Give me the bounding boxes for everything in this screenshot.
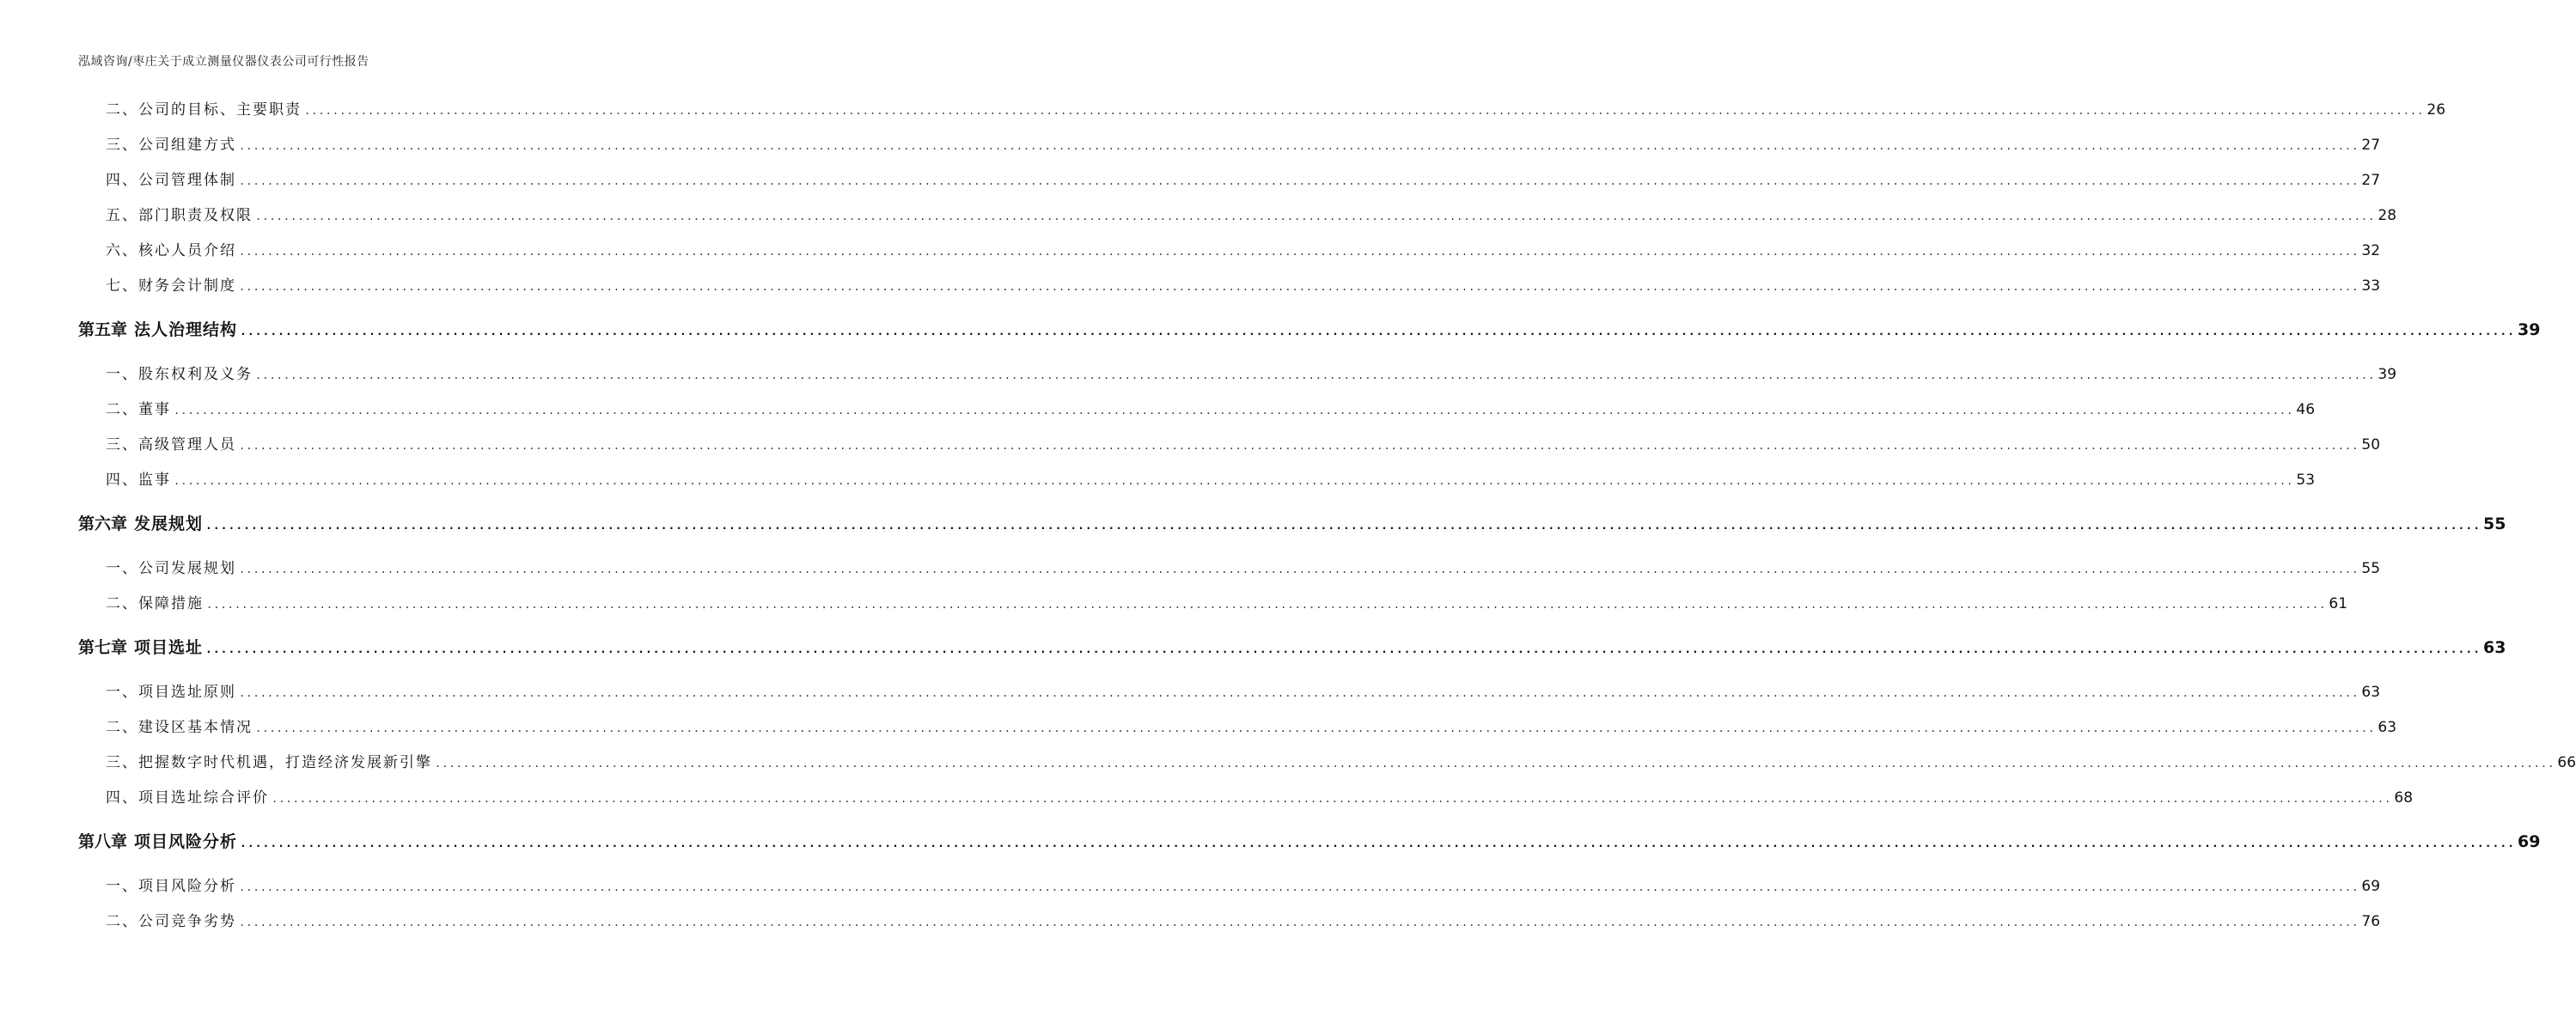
toc-entry-number: 第五章 [78,320,128,339]
toc-entry-number: 二、 [106,913,138,930]
toc-entry-number: 一、 [106,560,138,577]
toc-entry-number: 三、 [106,436,138,454]
toc-section-entry[interactable] [78,909,2381,930]
toc-entry-page: 61 [2329,595,2348,612]
dot-leader: ............................................................................................................................................................................................................................................................................................................ [239,140,2359,152]
toc-entry-page: 33 [2361,277,2381,295]
toc-section-entry[interactable] [78,432,2381,454]
toc-chapter-entry[interactable] [78,317,2541,340]
toc-entry-number: 二、 [106,719,138,736]
toc-entry-number: 四、 [106,789,138,807]
toc-entry-page: 68 [2394,789,2414,807]
dot-leader: ............................................................................................................................................................................................................................................................................................................ [255,369,2376,381]
toc-entry-title: 股东权利及义务 [138,366,253,383]
toc-entry-title: 发展规划 [134,515,204,533]
dot-leader: ............................................................................................................................................................................................................................................................................................................ [272,793,2392,805]
toc-section-entry[interactable] [78,591,2348,612]
toc-section-entry[interactable] [78,238,2381,259]
toc-entry-number: 二、 [106,401,138,418]
toc-chapter-entry[interactable] [78,511,2506,534]
toc-entry-page: 66 [2557,754,2576,771]
toc-entry-title: 保障措施 [138,595,204,612]
toc-entry-title: 监事 [138,472,171,489]
toc-section-entry[interactable] [78,715,2397,736]
dot-leader: ............................................................................................................................................................................................................................................................................................................ [239,563,2359,575]
toc-entry-number: 第八章 [78,832,128,851]
toc-entry-title: 核心人员介绍 [138,242,236,259]
toc-entry-page: 55 [2361,560,2381,577]
toc-entry-number: 二、 [106,101,138,119]
toc-section-entry[interactable] [78,750,2576,771]
toc-entry-page: 28 [2378,207,2397,224]
toc-entry-page: 46 [2296,401,2316,418]
toc-entry-title: 法人治理结构 [134,320,238,339]
toc-entry-number: 一、 [106,878,138,895]
dot-leader: ............................................................................................................................................................................................................................................................................................................ [435,758,2555,770]
toc-entry-page: 69 [2518,832,2541,851]
toc-entry-page: 63 [2378,719,2397,736]
toc-section-entry[interactable] [78,203,2397,224]
toc-entry-number: 第七章 [78,638,128,657]
toc-entry-number: 四、 [106,172,138,189]
toc-entry-page: 69 [2361,878,2381,895]
toc-section-entry[interactable] [78,397,2316,418]
toc-entry-title: 公司发展规划 [138,560,236,577]
toc-section-entry[interactable] [78,874,2381,895]
dot-leader: ............................................................................................................................................................................................................................................................................................................ [239,881,2359,893]
toc-section-entry[interactable] [78,467,2316,489]
toc-entry-title: 部门职责及权限 [138,207,253,224]
toc-entry-title: 财务会计制度 [138,277,236,295]
dot-leader: ............................................................................................................................................................................................................................................................................................................ [240,326,2516,338]
toc-entry-number: 三、 [106,754,138,771]
toc-entry-title: 项目选址原则 [138,684,236,701]
toc-entry-page: 76 [2361,913,2381,930]
toc-entry-title: 项目选址 [134,638,204,657]
toc-entry-number: 一、 [106,684,138,701]
dot-leader: ............................................................................................................................................................................................................................................................................................................ [239,246,2359,258]
toc-entry-title: 高级管理人员 [138,436,236,454]
toc-section-entry[interactable] [78,132,2381,154]
toc-entry-page: 26 [2426,101,2446,119]
toc-section-entry[interactable] [78,556,2381,577]
toc-entry-number: 六、 [106,242,138,259]
dot-leader: ............................................................................................................................................................................................................................................................................................................ [239,175,2359,187]
dot-leader: ............................................................................................................................................................................................................................................................................................................ [174,405,2294,417]
dot-leader: ............................................................................................................................................................................................................................................................................................................ [205,520,2481,533]
toc-section-entry[interactable] [78,679,2381,701]
toc-entry-page: 53 [2296,472,2316,489]
dot-leader: ............................................................................................................................................................................................................................................................................................................ [255,722,2376,734]
toc-chapter-entry[interactable] [78,829,2541,852]
toc-chapter-entry[interactable] [78,635,2506,658]
toc-section-entry[interactable] [78,97,2446,119]
toc-entry-number: 四、 [106,472,138,489]
toc-entry-number: 三、 [106,137,138,154]
dot-leader: ............................................................................................................................................................................................................................................................................................................ [239,687,2359,699]
toc-section-entry[interactable] [78,167,2381,189]
toc-entry-number: 七、 [106,277,138,295]
toc-entry-page: 63 [2483,638,2506,657]
toc-entry-page: 39 [2378,366,2397,383]
dot-leader: ............................................................................................................................................................................................................................................................................................................ [239,916,2359,929]
dot-leader: ............................................................................................................................................................................................................................................................................................................ [205,643,2481,656]
toc-entry-page: 50 [2361,436,2381,454]
toc-entry-number: 一、 [106,366,138,383]
dot-leader: ............................................................................................................................................................................................................................................................................................................ [206,599,2327,611]
toc-entry-number: 第六章 [78,515,128,533]
toc-entry-title: 项目风险分析 [138,878,236,895]
toc-section-entry[interactable] [78,785,2414,807]
dot-leader: ............................................................................................................................................................................................................................................................................................................ [240,837,2516,850]
toc-entry-page: 27 [2361,137,2381,154]
toc-entry-title: 建设区基本情况 [138,719,253,736]
toc-entry-page: 55 [2483,515,2506,533]
toc-entry-title: 公司管理体制 [138,172,236,189]
toc-entry-page: 63 [2361,684,2381,701]
toc-entry-number: 五、 [106,207,138,224]
toc-entry-title: 公司竞争劣势 [138,913,236,930]
toc-entry-title: 董事 [138,401,171,418]
dot-leader: ............................................................................................................................................................................................................................................................................................................ [239,281,2359,293]
toc-entry-title: 项目风险分析 [134,832,238,851]
toc-section-entry[interactable] [78,362,2397,383]
toc-entry-title: 公司的目标、主要职责 [138,101,302,119]
toc-section-entry[interactable] [78,273,2381,295]
toc-entry-title: 公司组建方式 [138,137,236,154]
toc-entry-title: 把握数字时代机遇，打造经济发展新引擎 [138,754,432,771]
dot-leader: ............................................................................................................................................................................................................................................................................................................ [304,105,2425,117]
toc-entry-page: 32 [2361,242,2381,259]
dot-leader: ............................................................................................................................................................................................................................................................................................................ [239,440,2359,452]
toc-entry-page: 39 [2518,320,2541,339]
toc-entry-title: 项目选址综合评价 [138,789,269,807]
toc-entry-page: 27 [2361,172,2381,189]
toc-entry-number: 二、 [106,595,138,612]
dot-leader: ............................................................................................................................................................................................................................................................................................................ [174,475,2294,487]
running-header: 泓域咨询/枣庄关于成立测量仪器仪表公司可行性报告 [78,55,369,69]
dot-leader: ............................................................................................................................................................................................................................................................................................................ [255,210,2376,222]
